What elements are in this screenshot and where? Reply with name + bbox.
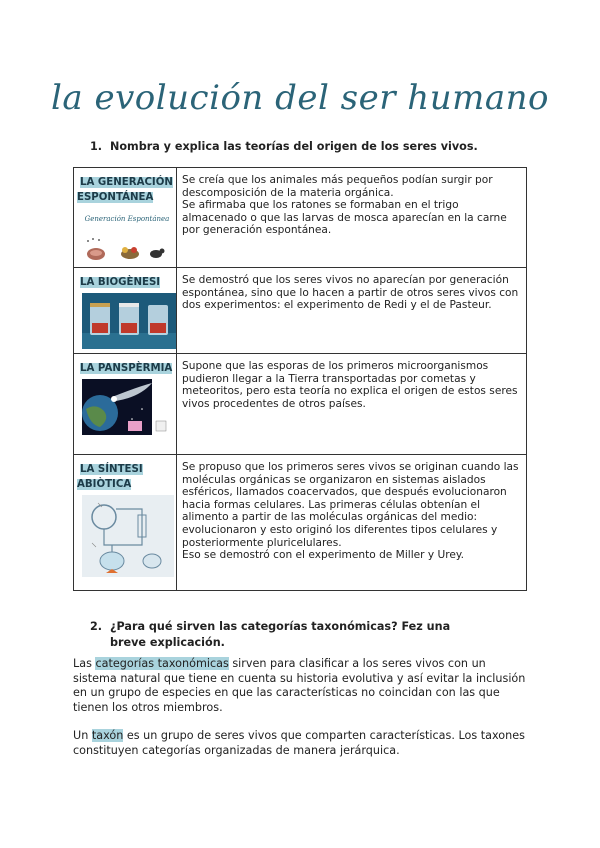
theory-label: LA BIOGÈNESI bbox=[80, 277, 161, 288]
miller-urey-apparatus-image bbox=[82, 495, 174, 577]
paragraph-taxon bbox=[73, 729, 533, 758]
question-1 bbox=[90, 139, 510, 155]
theory-label: LA GENERACIÓN ESPONTÁNEA bbox=[77, 177, 173, 203]
theory-description: Se propuso que los primeros seres vivos se originan cuando las moléculas orgánicas se organizaron en sistemas aislados esféricos, llamados coacervados, que después evolucionaron hacia formas celulares. Las primeras células obtenían el alimento a partir de las moléculas orgánicas del medio: evolucionaron y esto originó los diferentes tipos celulares y posteriormente pluricelulares. Eso se demostró con el experimento de Miller y Urey. bbox=[177, 455, 527, 591]
table-row bbox=[74, 268, 527, 354]
question-1-text: Nombra y explica las teorías del origen de los seres vivos. bbox=[110, 140, 478, 153]
theory-label: LA SÍNTESI ABIÒTICA bbox=[77, 464, 143, 490]
question-2-number: 2. bbox=[90, 620, 103, 633]
theory-description: Se demostró que los seres vivos no aparecían por generación espontánea, sino que lo hacen a partir de otros seres vivos con dos experimentos: el experimento de Redi y el de Pasteur. bbox=[177, 268, 527, 354]
table-row bbox=[74, 455, 527, 591]
table-row bbox=[74, 168, 527, 268]
theory-label: LA PANSPÈRMIA bbox=[80, 363, 173, 374]
theory-label-cell bbox=[74, 268, 177, 354]
question-2-text: ¿Para qué sirven las categorías taxonómicas? Fez una breve explicación. bbox=[110, 620, 451, 649]
highlighted-term: categorías taxonómicas bbox=[95, 657, 229, 670]
theory-description: Se creía que los animales más pequeños podían surgir por descomposición de la materia orgánica. Se afirmaba que los ratones se formaban en el trigo almacenado o que las larvas de mosca aparecían en la carne por generación espontánea. bbox=[177, 168, 527, 268]
paragraph-text: Un bbox=[73, 729, 92, 742]
question-1-number: 1. bbox=[90, 140, 103, 153]
theories-table bbox=[73, 167, 527, 591]
page-title: la evolución del ser humano bbox=[51, 78, 549, 118]
highlighted-term: taxón bbox=[91, 729, 124, 742]
spontaneous-generation-image bbox=[82, 208, 172, 264]
table-row bbox=[74, 354, 527, 455]
paragraph-taxonomic-categories bbox=[73, 657, 533, 715]
theory-description: Supone que las esporas de los primeros microorganismos pudieron llegar a la Tierra transportadas por cometas y meteoritos, pero esta teoría no explica el origen de estos seres vivos procedentes de otros países. bbox=[177, 354, 527, 455]
question-2 bbox=[90, 619, 490, 651]
theory-label-cell bbox=[74, 168, 177, 268]
paragraph-text: sirven para clasificar a los seres vivos con un sistema natural que tiene en cuenta su historia evolutiva y así evitar la inclusión en un grupo de especies en que las características no coincidan con las que tienen los otros miembros. bbox=[73, 657, 526, 714]
comet-earth-image bbox=[82, 379, 174, 435]
paragraph-text: Las bbox=[73, 657, 96, 670]
biogenesis-jars-image bbox=[82, 293, 176, 349]
theory-label-cell bbox=[74, 354, 177, 455]
image-caption: Generación Espontánea bbox=[84, 215, 170, 223]
paragraph-text: es un grupo de seres vivos que comparten características. Los taxones constituyen categorías organizadas de manera jerárquica. bbox=[73, 729, 525, 757]
theory-label-cell bbox=[74, 455, 177, 591]
